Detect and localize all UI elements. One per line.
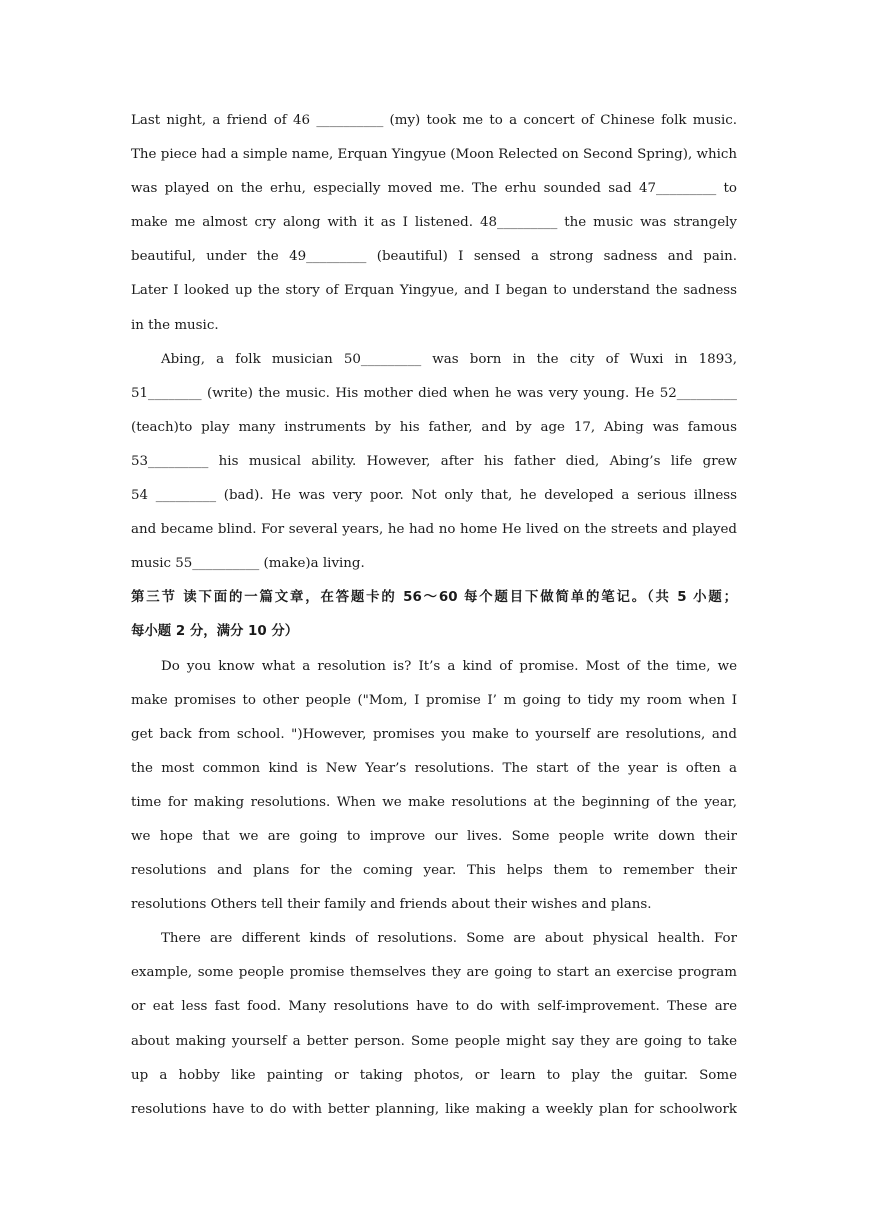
passage-1-paragraph-1 [131,104,737,343]
section-heading-line: 第三节 读下面的一篇文章，在答题卡的 56～60 每个题目下做简单的笔记。（共 5 小题； [131,590,737,606]
text-line: 54 _________ (bad). He was very poor. Not only that, he developed a serious illness [131,488,737,504]
text-line: (teach)to play many instruments by his father, and by age 17, Abing was famous [131,419,737,435]
text-line: example, some people promise themselves they are going to start an exercise program [131,965,737,981]
text-line: get back from school. ")However, promises you make to yourself are resolutions, and [131,726,737,742]
text-line: make promises to other people ("Mom, I promise I’ m going to tidy my room when I [131,692,737,708]
text-line: beautiful, under the 49_________ (beautiful) I sensed a strong sadness and pain. [131,249,737,265]
text-line: resolutions and plans for the coming year. This helps them to remember their [131,863,737,879]
passage-2-paragraph-1 [131,650,737,923]
text-line: music 55__________ (make)a living. [131,556,365,572]
text-line: about making yourself a better person. Some people might say they are going to take [131,1033,737,1049]
text-line: resolutions have to do with better planning, like making a weekly plan for schoolwork [131,1101,737,1117]
document-page [131,104,737,1127]
text-line: the most common kind is New Year’s resolutions. The start of the year is often a [131,760,737,776]
text-line: in the music. [131,317,219,333]
text-line: up a hobby like painting or taking photos, or learn to play the guitar. Some [131,1067,737,1083]
section-heading-line: 每小题 2 分，满分 10 分） [131,624,299,640]
text-line: we hope that we are going to improve our lives. Some people write down their [131,828,737,844]
text-line: Last night, a friend of 46 __________ (my) took me to a concert of Chinese folk music. [131,113,737,128]
text-line: 51________ (write) the music. His mother died when he was very young. He 52_________ [131,385,737,401]
text-line: and became blind. For several years, he had no home He lived on the streets and played [131,522,737,538]
section-3-heading [131,581,737,649]
text-line: was played on the erhu, especially moved me. The erhu sounded sad 47_________ to [131,181,737,197]
text-line: The piece had a simple name, Erquan Yingyue (Moon Relected on Second Spring), which [131,147,737,163]
text-line: Later I looked up the story of Erquan Yingyue, and I began to understand the sadness [131,283,737,299]
text-line: Do you know what a resolution is? It’s a kind of promise. Most of the time, we [161,658,737,674]
text-line: or eat less fast food. Many resolutions have to do with self-improvement. These are [131,999,737,1015]
passage-2-paragraph-2 [131,922,737,1127]
text-line: 53_________ his musical ability. However, after his father died, Abing’s life grew [131,453,737,469]
passage-1-paragraph-2 [131,343,737,582]
text-line: time for making resolutions. When we make resolutions at the beginning of the year, [131,794,737,810]
text-line: Abing, a folk musician 50_________ was born in the city of Wuxi in 1893, [161,351,737,367]
text-line: resolutions Others tell their family and friends about their wishes and plans. [131,897,652,913]
text-line: There are different kinds of resolutions. Some are about physical health. For [161,931,737,947]
text-line: make me almost cry along with it as I listened. 48_________ the music was strangely [131,215,737,231]
